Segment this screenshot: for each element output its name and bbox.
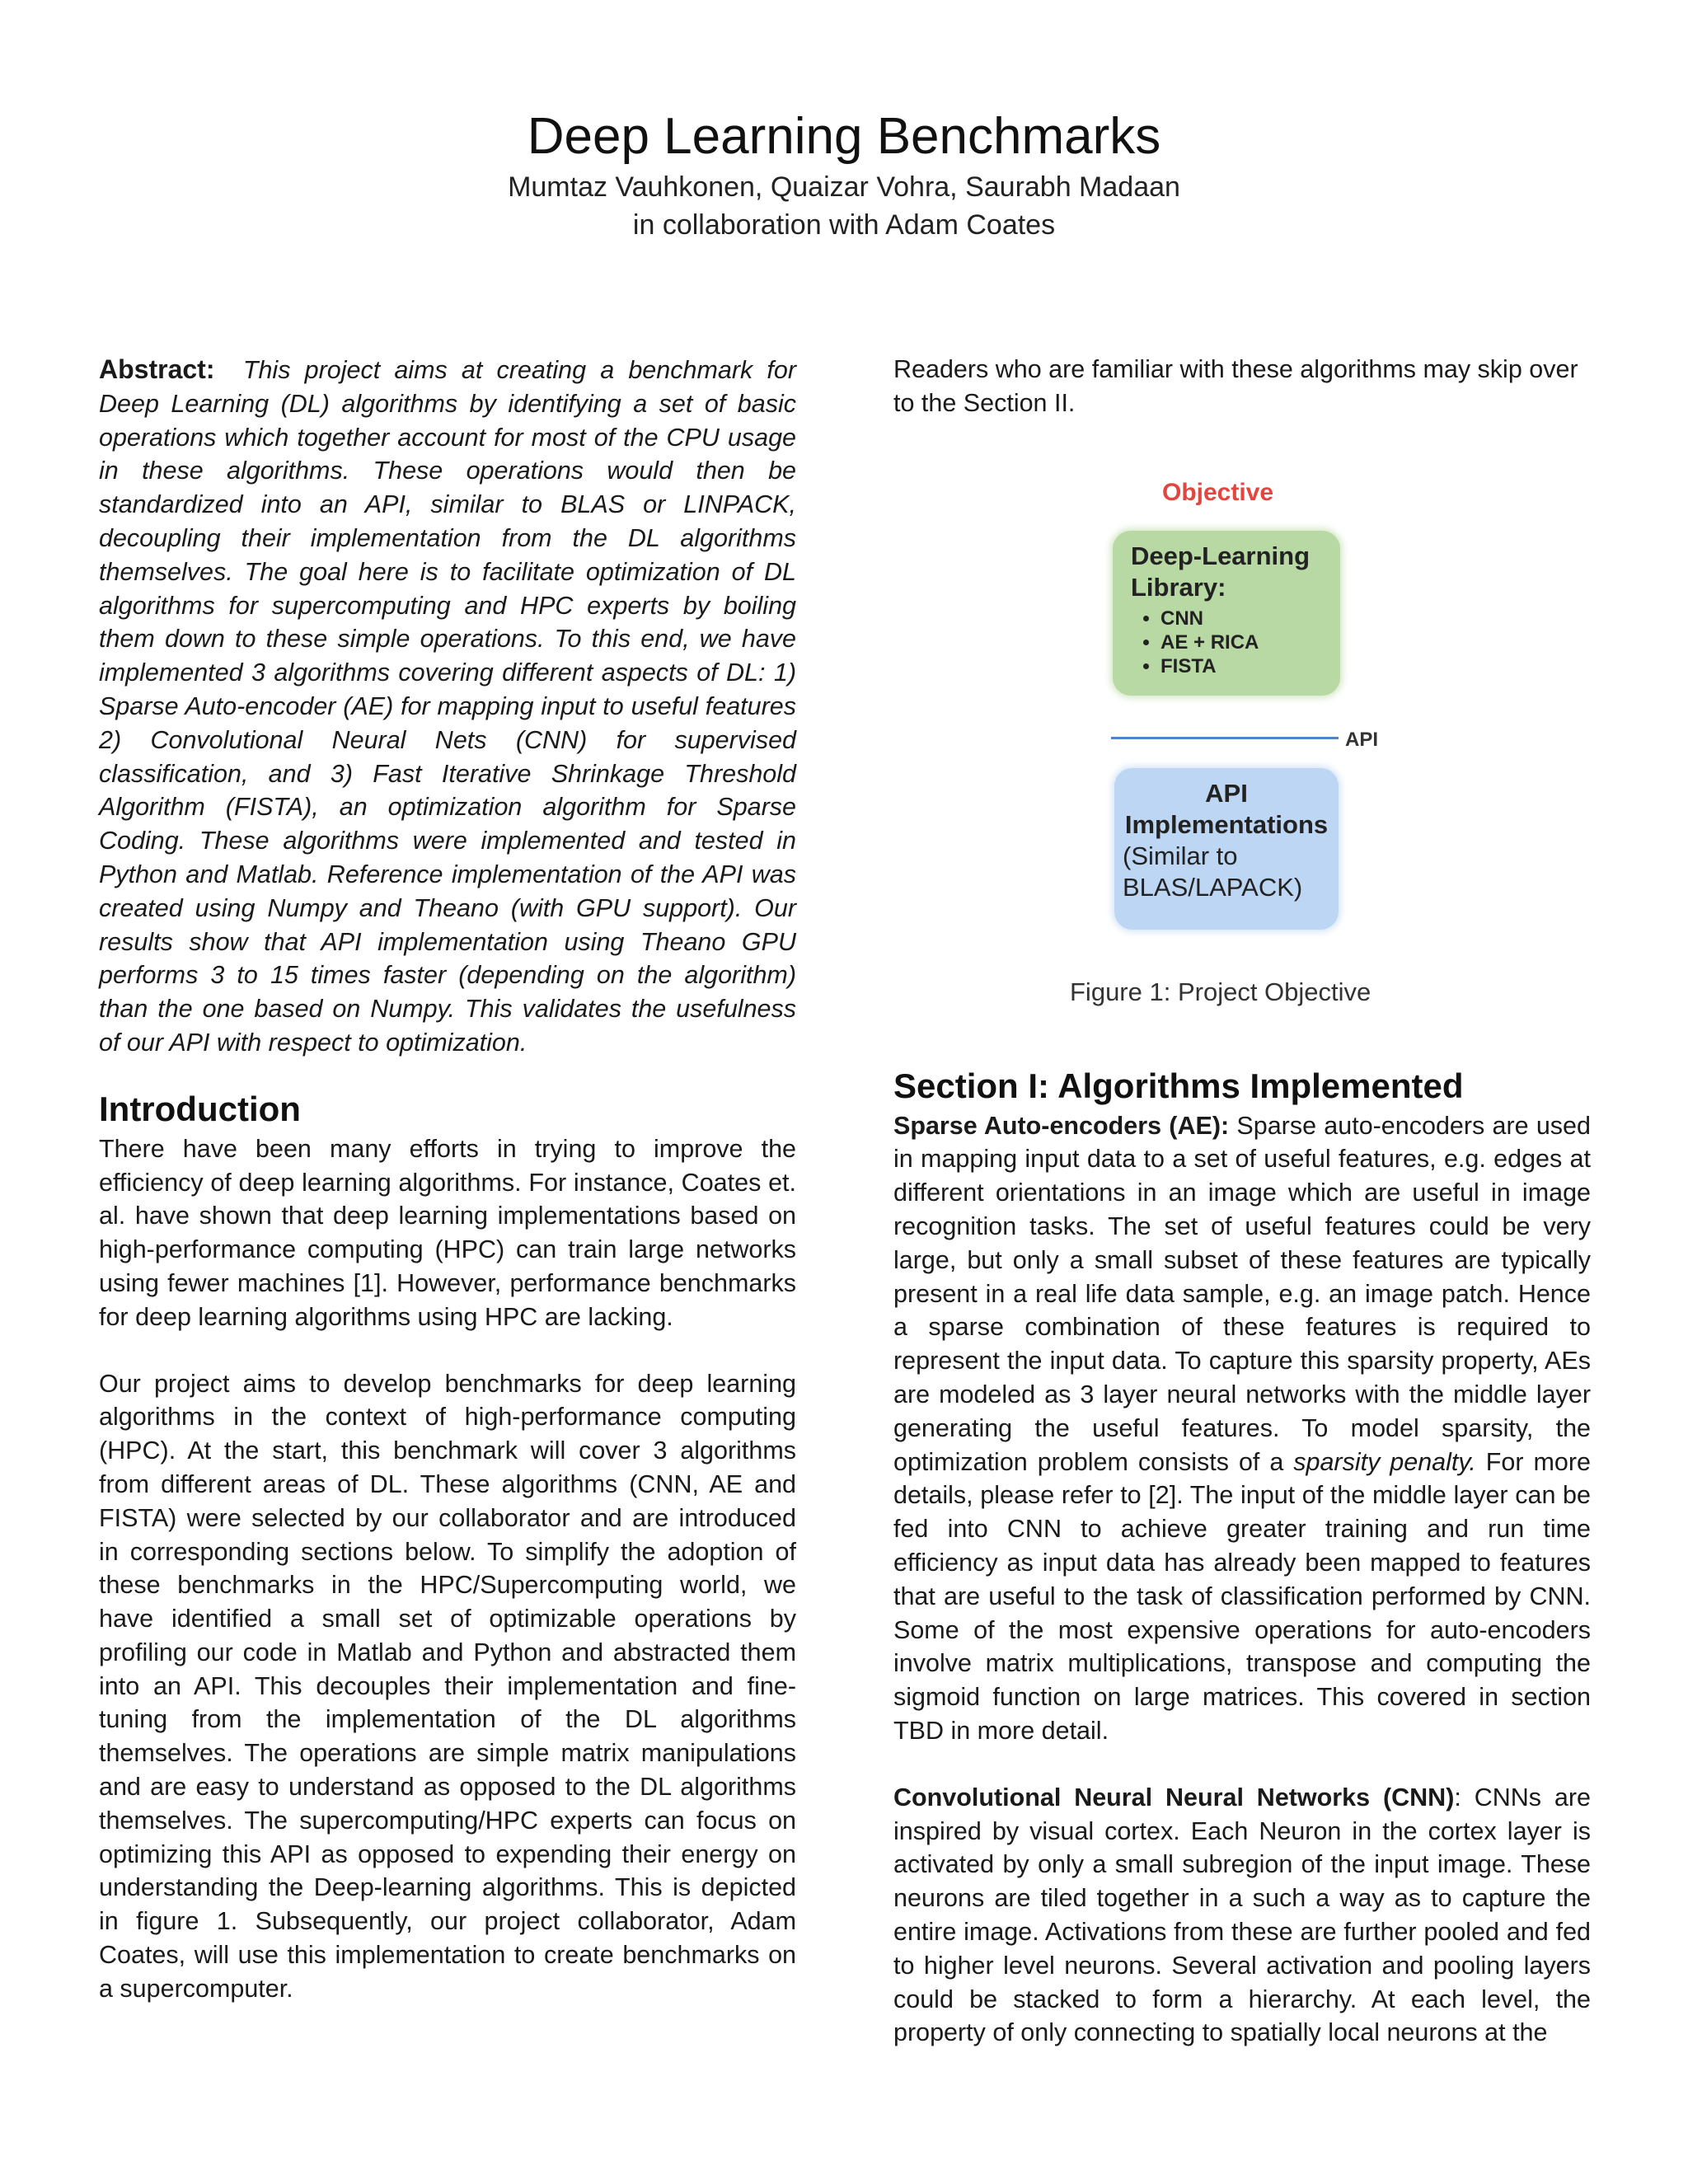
ae-italic-term: sparsity penalty. <box>1293 1447 1476 1476</box>
introduction-heading: Introduction <box>99 1089 301 1128</box>
paragraph-gap <box>99 1334 796 1367</box>
ae-text-a: Sparse auto-encoders are used in mapping input data to a set of useful features, e.g. edges at different orientations in an image which are useful in image recognition tasks. The set of useful features could be very large, but only a small subset of these features are typically present in a real life data sample, e.g. an image patch. Hence a sparse combination of these features is required to represent the input data. To capture this sparsity property, AEs are modeled as 3 layer neural networks with the middle layer generating the useful features. To model sparsity, the optimization problem consists of a <box>893 1111 1591 1476</box>
dl-library-title: Deep-Learning Library: <box>1131 541 1311 602</box>
cnn-text: : CNNs are inspired by visual cortex. Each Neuron in the cortex layer is activated by only a small subregion of the input image. These neurons are tiled together in a such a way as to capture the entire image. Activations from these are further pooled and fed to higher level neurons. Several activation and pooling layers could be stacked to form a hierarchy. At each level, the property of only connecting to spatially local neurons at the <box>893 1783 1591 2047</box>
figure-objective-label: Objective <box>1162 478 1274 506</box>
api-implementations-box <box>1114 768 1339 930</box>
section-1-heading: Section I: Algorithms Implemented <box>893 1066 1464 1105</box>
ae-label: Sparse Auto-encoders (AE): <box>893 1111 1230 1140</box>
abstract-text: This project aims at creating a benchmark for Deep Learning (DL) algorithms by identifying a set of basic operations which together account for most of the CPU usage in these algorithms. These operations would then be standardized into an API, similar to BLAS or LINPACK, decoupling their implementation from the DL algorithms themselves. The goal here is to facilitate optimization of DL algorithms for supercomputing and HPC experts by boiling them down to these simple operations. To this end, we have implemented 3 algorithms covering different aspects of DL: 1) Sparse Auto-encoder (AE) for mapping input to useful features 2) Convolutional Neural Nets (CNN) for supervised classification, and 3) Fast Iterative Shrinkage Threshold Algorithm (FISTA), an optimization algorithm for Sparse Coding. These algorithms were implemented and tested in Python and Matlab. Reference implementation of the API was created using Numpy and Theano (with GPU support). Our results show that API implementation using Theano GPU performs 3 to 15 times faster (depending on the algorithm) than the one based on Numpy. This validates the usefulness of our API with respect to optimization. <box>99 356 796 1057</box>
abstract-paragraph <box>99 353 796 1060</box>
right-column <box>893 353 1591 2050</box>
figure-1 <box>893 476 1591 1037</box>
author-list: Mumtaz Vauhkonen, Quaizar Vohra, Saurabh Madaan <box>508 171 1180 203</box>
cnn-paragraph <box>893 1781 1591 2050</box>
paper-title: Deep Learning Benchmarks <box>527 108 1161 165</box>
abstract-label: Abstract: <box>99 354 215 384</box>
dl-library-box <box>1113 531 1340 696</box>
paragraph-gap <box>893 1748 1591 1781</box>
api-boundary-label: API <box>1345 728 1379 751</box>
collaboration-line: in collaboration with Adam Coates <box>632 209 1056 241</box>
ae-text-b: For more details, please refer to [2]. The input of the middle layer can be fed into CNN to achieve greater training and run time efficiency as input data has already been mapped to features that are useful to the task of classification performed by CNN. Some of the most expensive operations for auto-encoders involve matrix multiplications, transpose and computing the sigmoid function on large matrices. This covered in section TBD in more detail. <box>893 1447 1591 1745</box>
api-box-line-3: (Similar to <box>1123 841 1238 870</box>
ae-paragraph <box>893 1109 1591 1748</box>
dl-library-item: • FISTA <box>1160 654 1322 678</box>
api-box-line-2: Implementations <box>1124 809 1329 839</box>
api-box-line-1: API <box>1205 778 1248 808</box>
introduction-paragraph-2: Our project aims to develop benchmarks for deep learning algorithms in the context of high-performance computing (HPC). At the start, this benchmark will cover 3 algorithms from different areas of DL. These algorithms (CNN, AE and FISTA) were selected by our collaborator and are introduced in corresponding sections below. To simplify the adoption of these benchmarks in the HPC/Supercomputing world, we have identified a small set of optimizable operations by profiling our code in Matlab and Python and abstracted them into an API. This decouples their implementation and fine-tuning from the implementation of the DL algorithms themselves. The operations are simple matrix manipulations and are easy to understand as opposed to the DL algorithms themselves. The supercomputing/HPC experts can focus on optimizing this API as opposed to expending their energy on understanding the Deep-learning algorithms. This is depicted in figure 1. Subsequently, our project collaborator, Adam Coates, will use this implementation to create benchmarks on a supercomputer. <box>99 1369 796 2003</box>
figure-caption: Figure 1: Project Objective <box>1070 977 1372 1006</box>
paper-header <box>0 105 1688 244</box>
skip-note: Readers who are familiar with these algorithms may skip over to the Section II. <box>893 355 1578 417</box>
dl-library-item: • CNN <box>1160 607 1322 630</box>
cnn-label: Convolutional Neural Neural Networks (CNN) <box>893 1783 1455 1811</box>
api-box-line-4: BLAS/LAPACK) <box>1123 872 1303 902</box>
dl-library-item: • AE + RICA <box>1160 630 1322 654</box>
left-column <box>99 353 796 2006</box>
dl-library-list <box>1131 607 1322 678</box>
introduction-paragraph-1: There have been many efforts in trying to improve the efficiency of deep learning algorithms. For instance, Coates et. al. have shown that deep learning implementations based on high-performance computing (HPC) can train large networks using fewer machines [1]. However, performance benchmarks for deep learning algorithms using HPC are lacking. <box>99 1134 796 1331</box>
api-boundary-line <box>1111 737 1339 739</box>
